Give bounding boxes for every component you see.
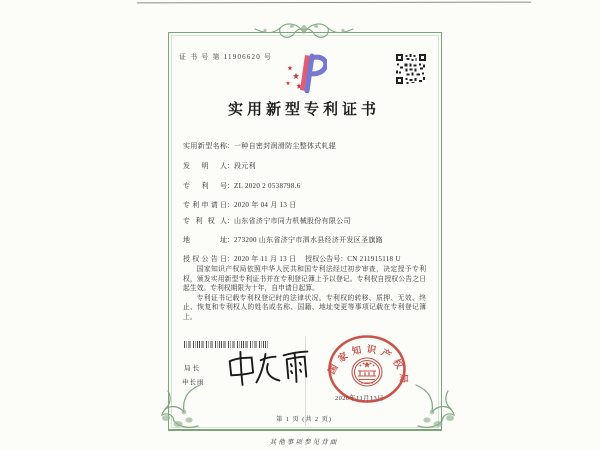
field-value: 273200 山东省济宁市泗水县经济开发区圣旗路	[234, 236, 383, 244]
field-label: 专利号	[183, 182, 227, 190]
field-colon: ：	[227, 142, 234, 150]
field-colon: ：	[227, 236, 234, 244]
field-colon: ：	[227, 217, 234, 225]
seal-org-text: 国家知识产权局	[327, 344, 408, 388]
border-top-ornament-icon	[252, 18, 356, 46]
legal-text-block	[183, 265, 426, 323]
field-row-address	[183, 235, 383, 245]
qr-code-icon	[396, 54, 426, 84]
field-value: 2020 年 11 月 13 日	[234, 255, 297, 263]
field-colon: ：	[227, 255, 234, 263]
field-label: 发明人	[183, 162, 227, 170]
field-label: 授权公告日	[183, 255, 227, 263]
field-value: 段元利	[234, 162, 256, 170]
field-value: 山东省济宁市同力机械股份有限公司	[234, 217, 351, 225]
field-label: 地址	[183, 236, 227, 244]
handwritten-signature	[222, 347, 312, 391]
field-row-filing-date	[183, 200, 297, 210]
field-colon: ：	[227, 162, 234, 170]
field-value: 2020 年 04 月 13 日	[234, 201, 297, 209]
field-colon: ：	[340, 255, 348, 263]
field-colon: ：	[227, 201, 234, 209]
page-number: 第 1 页 (共 2 页)	[276, 416, 332, 423]
field-row-patent-number	[183, 181, 301, 191]
back-side-note: 其他事项参见背面	[269, 439, 339, 446]
certificate-title: 实用新型专利证书	[227, 102, 380, 118]
cnipa-patent-logo-icon	[281, 53, 327, 93]
paper-edge-line	[137, 2, 531, 4]
director-title: 局长	[184, 365, 201, 372]
field-row-patentee	[183, 216, 351, 226]
field-row-inventor	[183, 161, 256, 171]
seal-date: 2020年11月13日	[335, 395, 384, 402]
legal-paragraph-1: 国家知识产权局依照中华人民共和国专利法经过初步审查，决定授予专利权，颁发实用新型专利证书并在专利登记簿上予以登记。专利权自授权公告之日起生效。专利权期限为十年，自申请日起算。	[183, 266, 426, 293]
field-value-grant-no: CN 211915118 U	[347, 255, 401, 263]
field-value: 一种自密封润滑防尘整体式轧辊	[234, 142, 337, 150]
field-row-grant	[183, 254, 401, 264]
field-label: 专利申请日	[183, 201, 227, 209]
field-value: ZL 2020 2 0538798.6	[234, 182, 301, 190]
legal-paragraph-2: 专利证书记载专利权登记时的法律状况。专利权的转移、质押、无效、终止、恢复和专利权人的姓名或名称、国籍、地址变更等事项记载在专利登记簿上。	[183, 294, 426, 321]
field-label: 专利权人	[183, 217, 227, 225]
certificate-number: 证 书 号 第 11906620 号	[179, 53, 273, 61]
field-row-name	[183, 141, 336, 151]
field-label-grant-no: 授权公告号	[305, 255, 341, 263]
director-name: 申长雨	[182, 379, 205, 386]
field-colon: ：	[227, 182, 234, 190]
field-label: 实用新型名称	[183, 142, 227, 150]
